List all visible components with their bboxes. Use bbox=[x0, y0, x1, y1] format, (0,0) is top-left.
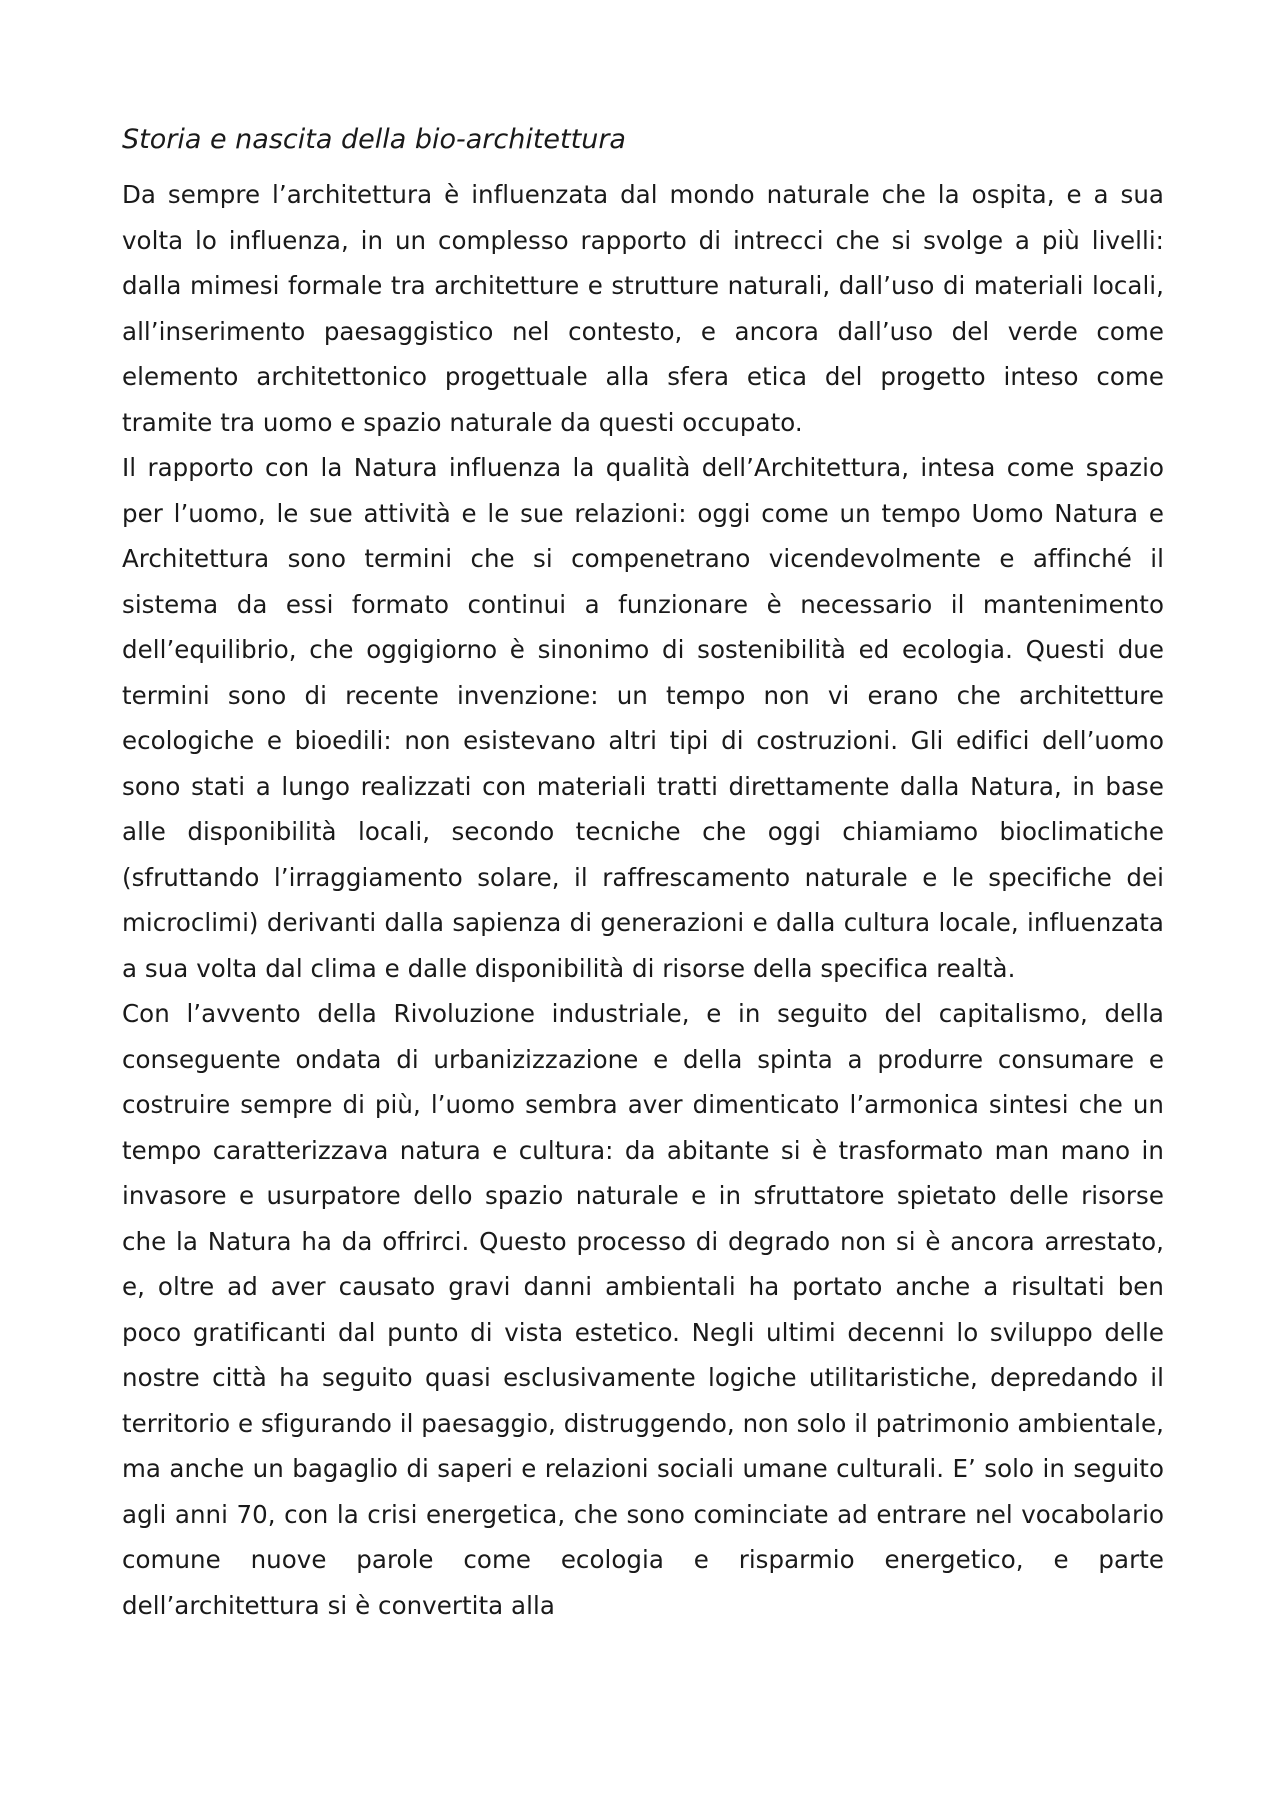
document-title: Storia e nascita della bio-architettura bbox=[122, 124, 626, 155]
paragraph-1: Da sempre l’architettura è influenzata dal mondo naturale che la ospita, e a sua volta lo influenza, in un complesso rapporto di intrecci che si svolge a più livelli: dalla mimesi formale tra architetture e strutture naturali, dall’uso di materiali locali, all’inserimento paesaggistico nel contesto, e ancora dall’uso del verde come elemento architettonico progettuale alla sfera etica del progetto inteso come tramite tra uomo e spazio naturale da questi occupato. bbox=[122, 180, 1164, 437]
paragraph-2: Il rapporto con la Natura influenza la qualità dell’Architettura, intesa come spazio per l’uomo, le sue attività e le sue relazioni: oggi come un tempo Uomo Natura e Architettura sono termini che si compenetrano vicendevolmente e affinché il sistema da essi formato continui a funzionare è necessario il mantenimento dell’equilibrio, che oggigiorno è sinonimo di sostenibilità ed ecologia. Questi due termini sono di recente invenzione: un tempo non vi erano che architetture ecologiche e bioedili: non esistevano altri tipi di costruzioni. Gli edifici dell’uomo sono stati a lungo realizzati con materiali tratti direttamente dalla Natura, in base alle disponibilità locali, secondo tecniche che oggi chiamiamo bioclimatiche (sfruttando l’irraggiamento solare, il raffrescamento naturale e le specifiche dei microclimi) derivanti dalla sapienza di generazioni e dalla cultura locale, influenzata a sua volta dal clima e dalle disponibilità di risorse della specifica realtà. bbox=[122, 453, 1164, 983]
paragraph-3: Con l’avvento della Rivoluzione industriale, e in seguito del capitalismo, della conseguente ondata di urbanizizzazione e della spinta a produrre consumare e costruire sempre di più, l’uomo sembra aver dimenticato l’armonica sintesi che un tempo caratterizzava natura e cultura: da abitante si è trasformato man mano in invasore e usurpatore dello spazio naturale e in sfruttatore spietato delle risorse che la Natura ha da offrirci. Questo processo di degrado non si è ancora arrestato, e, oltre ad aver causato gravi danni ambientali ha portato anche a risultati ben poco gratificanti dal punto di vista estetico. Negli ultimi decenni lo sviluppo delle nostre città ha seguito quasi esclusivamente logiche utilitaristiche, depredando il territorio e sfigurando il paesaggio, distruggendo, non solo il patrimonio ambientale, ma anche un bagaglio di saperi e relazioni sociali umane culturali. E’ solo in seguito agli anni 70, con la crisi energetica, che sono cominciate ad entrare nel vocabolario comune nuove parole come ecologia e risparmio energetico, e parte dell’architettura si è convertita alla bbox=[122, 999, 1164, 1620]
document-body bbox=[122, 120, 1164, 1628]
